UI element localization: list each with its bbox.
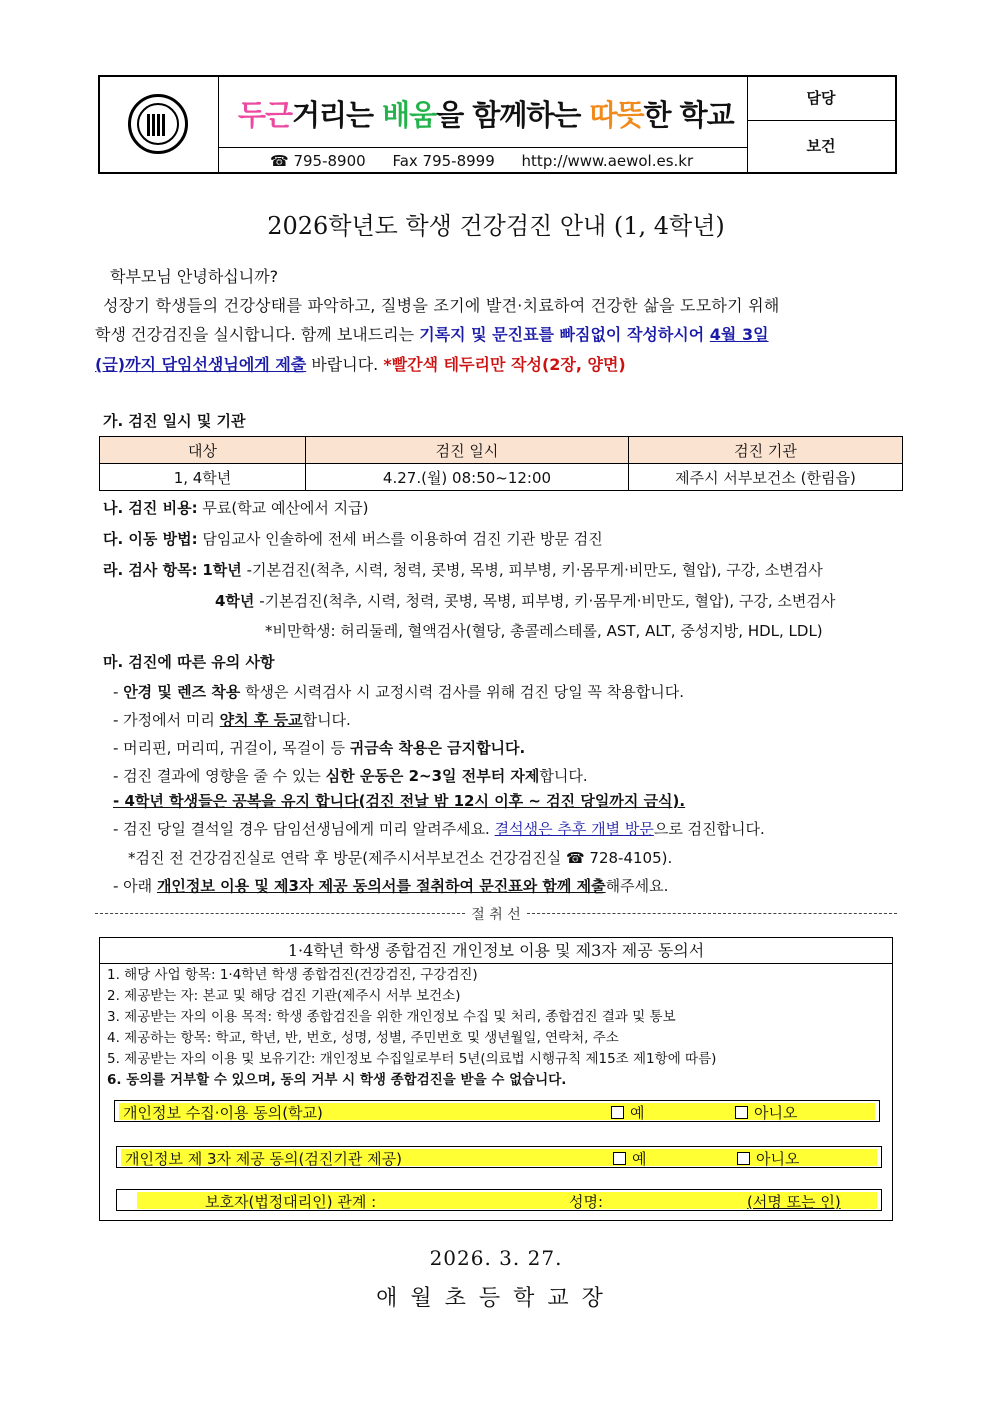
slogan-part: 을 함께하는 [436,98,590,132]
slogan-part: 두근 [238,98,293,132]
checkbox-icon[interactable] [611,1106,624,1119]
school-logo [128,94,188,154]
section-schedule-heading: 가. 검진 일시 및 기관 [103,412,246,430]
obese-student-tests: *비만학생: 허리둘레, 혈액검사(혈당, 총콜레스테롤, AST, ALT, 중성지방, HDL, LDL) [265,622,823,640]
agree-school-label: 개인정보 수집·이용 동의(학교) [123,1104,323,1122]
document-title: 2026학년도 학생 건강검진 안내 (1, 4학년) [267,212,725,240]
fax-number: Fax 795-8999 [392,152,495,170]
guardian-name-label[interactable]: 성명: [569,1193,604,1211]
slogan-part: 한 학교 [643,98,734,132]
agree-thirdparty-yes[interactable]: 예 [613,1148,647,1169]
note-item: - 안경 및 렌즈 착용 학생은 시력검사 시 교정시력 검사를 위해 검진 당일 꼭 착용합니다. [113,683,684,701]
issue-date: 2026. 3. 27. [429,1246,563,1270]
list-item: 2. 제공받는 자: 본교 및 해당 검진 기관(제주시 서부 보건소) [107,988,461,1004]
table-header: 대상 [100,437,306,464]
agree-school-no[interactable]: 아니오 [735,1102,797,1123]
intro-line-3: (금)까지 담임선생님에게 제출 바랍니다. *빨간색 테두리만 작성(2장, 양면) [95,355,626,374]
slogan-part: 따뜻 [589,98,644,132]
list-item: 4. 제공하는 항목: 학교, 학년, 반, 번호, 성명, 성별, 주민번호 및 생년월일, 연락처, 주소 [107,1030,619,1046]
guardian-row [116,1189,882,1211]
table-header: 검진 일시 [306,437,629,464]
table-cell: 1, 4학년 [100,464,306,491]
school-header [98,75,897,174]
section-cost: 나. 검진 비용: 무료(학교 예산에서 지급) [103,499,369,517]
intro-line-1: 성장기 학생들의 건강상태를 파악하고, 질병을 조기에 발견·치료하여 건강한 삶을 도모하기 위해 [103,296,780,315]
phone-number: ☎ 795-8900 [270,152,366,170]
table-cell: 제주시 서부보건소 (한림읍) [629,464,903,491]
agree-thirdparty-no[interactable]: 아니오 [737,1148,799,1169]
checkbox-icon[interactable] [613,1152,626,1165]
agree-thirdparty-label: 개인정보 제 3자 제공 동의(검진기관 제공) [125,1150,402,1168]
agree-school-row [114,1100,880,1122]
section-transport: 다. 이동 방법: 담임교사 인솔하에 전세 버스를 이용하여 검진 기관 방문 검진 [103,530,603,548]
slogan-part: 배움 [382,98,437,132]
slogan-cell [218,77,748,172]
agree-school-yes[interactable]: 예 [611,1102,645,1123]
schedule-table [99,436,903,491]
school-slogan [238,93,734,134]
note-item: - 검진 당일 결석일 경우 담임선생님에게 미리 알려주세요. 결석생은 추후 개별 방문으로 검진합니다. [113,820,765,838]
list-item: 6. 동의를 거부할 수 있으며, 동의 거부 시 학생 종합검진을 받을 수 없습니다. [107,1072,567,1088]
approval-label-bottom: 보건 [806,137,836,155]
note-item: - 검진 결과에 영향을 줄 수 있는 심한 운동은 2~3일 전부터 자제합니다. [113,767,588,785]
table-cell: 4.27.(월) 08:50~12:00 [306,464,629,491]
note-item-contact: *검진 전 건강검진실로 연락 후 방문(제주시서부보건소 건강검진실 ☎ 728-4105). [128,849,673,867]
logo-cell [100,77,219,172]
contact-info [270,152,715,170]
greeting: 학부모님 안녕하십니까? [110,267,279,286]
section-notes-heading: 마. 검진에 따른 유의 사항 [103,653,275,671]
note-item: - 아래 개인정보 이용 및 제3자 제공 동의서를 절취하여 문진표와 함께 제출해주세요. [113,877,669,895]
checkbox-icon[interactable] [735,1106,748,1119]
consent-form [99,937,893,1221]
consent-items [107,965,716,1091]
approval-label-top: 담당 [747,77,895,121]
section-items-grade1: 라. 검사 항목: 1학년 -기본검진(척추, 시력, 청력, 콧병, 목병, 피부병, 키·몸무게·비만도, 혈압), 구강, 소변검사 [103,561,823,579]
guardian-signature-label[interactable]: (서명 또는 인) [747,1193,841,1211]
cut-line-label: 절 취 선 [465,904,527,924]
intro-line-2: 학생 건강검진을 실시합니다. 함께 보내드리는 기록지 및 문진표를 빠짐없이 작성하시어 4월 3일 [95,325,769,344]
list-item: 1. 해당 사업 항목: 1·4학년 학생 종합검진(건강검진, 구강검진) [107,967,478,983]
section-items-grade4: 4학년 -기본검진(척추, 시력, 청력, 콧병, 목병, 피부병, 키·몸무게·비만도, 혈압), 구강, 소변검사 [215,592,836,610]
table-header: 검진 기관 [629,437,903,464]
note-item-fasting: - 4학년 학생들은 공복을 유지 합니다(검진 전날 밤 12시 이후 ~ 검진 당일까지 금식). [113,792,686,810]
consent-title: 1·4학년 학생 종합검진 개인정보 이용 및 제3자 제공 동의서 [100,938,892,964]
cut-line [95,904,897,922]
principal-signature: 애월초등학교장 [376,1286,616,1311]
note-item: - 가정에서 미리 양치 후 등교합니다. [113,711,351,729]
guardian-relation-label[interactable]: 보호자(법정대리인) 관계 : [205,1193,377,1211]
table-row [100,464,903,491]
list-item: 3. 제공받는 자의 이용 목적: 학생 종합검진을 위한 개인정보 수집 및 처리, 종합검진 결과 및 통보 [107,1009,676,1025]
school-url[interactable]: http://www.aewol.es.kr [521,152,694,170]
agree-thirdparty-row [116,1146,882,1168]
note-item: - 머리핀, 머리띠, 귀걸이, 목걸이 등 귀금속 착용은 금지합니다. [113,739,526,757]
list-item: 5. 제공받는 자의 이용 및 보유기간: 개인정보 수집일로부터 5년(의료법 시행규칙 제15조 제1항에 따름) [107,1051,717,1067]
checkbox-icon[interactable] [737,1152,750,1165]
approval-box [747,77,895,172]
slogan-part: 거리는 [292,98,383,132]
